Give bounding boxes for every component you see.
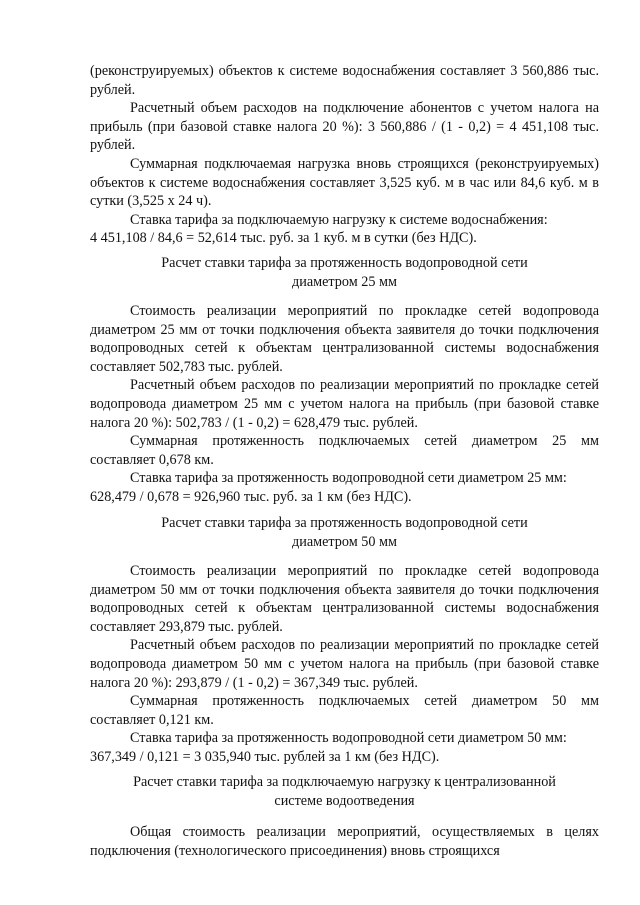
formula-line: 367,349 / 0,121 = 3 035,940 тыс. рублей за 1 км (без НДС). <box>90 748 440 765</box>
section-heading <box>90 514 599 551</box>
section-drainage <box>90 823 599 860</box>
paragraph: Общая стоимость реализации мероприятий, осуществляемых в целях подключения (технологического присоединения) вновь строящихся <box>90 824 599 859</box>
formula-line: 4 451,108 / 84,6 = 52,614 тыс. руб. за 1 куб. м в сутки (без НДС). <box>90 230 477 247</box>
section-heading-line: диаметром 25 мм <box>292 273 397 290</box>
paragraph: Суммарная протяженность подключаемых сетей диаметром 50 мм составляет 0,121 км. <box>90 693 599 728</box>
section-heading-line: Расчет ставки тарифа за протяженность водопроводной сети <box>161 255 528 271</box>
paragraph: Ставка тарифа за протяженность водопроводной сети диаметром 25 мм: <box>130 470 567 487</box>
paragraph: Расчетный объем расходов по реализации мероприятий по прокладке сетей водопровода диаметром 50 мм с учетом налога на прибыль (при базовой ставке налога 20 %): 293,879 / (1 - 0,2) = 367,349 тыс. рублей. <box>90 637 599 691</box>
section-heading-line: системе водоотведения <box>274 792 415 809</box>
section-heading-line: Расчет ставки тарифа за подключаемую нагрузку к централизованной <box>133 774 556 790</box>
paragraph: Стоимость реализации мероприятий по прокладке сетей водопровода диаметром 25 мм от точки подключения объекта заявителя до точки подключения водопроводных сетей к объектам централизованной системы водоснабжения составляет 502,783 тыс. рублей. <box>90 303 599 375</box>
paragraph: Ставка тарифа за протяженность водопроводной сети диаметром 50 мм: <box>130 730 567 747</box>
paragraph: Суммарная протяженность подключаемых сетей диаметром 25 мм составляет 0,678 км. <box>90 433 599 468</box>
paragraph: Ставка тарифа за подключаемую нагрузку к системе водоснабжения: <box>130 211 548 228</box>
section-50mm <box>90 562 599 767</box>
formula-line: 628,479 / 0,678 = 926,960 тыс. руб. за 1 км (без НДС). <box>90 488 412 505</box>
paragraph: Стоимость реализации мероприятий по прокладке сетей водопровода диаметром 50 мм от точки подключения объекта заявителя до точки подключения водопроводных сетей к объектам централизованной системы водоснабжения составляет 293,879 тыс. рублей. <box>90 563 599 635</box>
section-heading <box>90 254 599 291</box>
paragraph: (реконструируемых) объектов к системе водоснабжения составляет 3 560,886 тыс. рублей. <box>90 63 599 98</box>
paragraph: Суммарная подключаемая нагрузка вновь строящихся (реконструируемых) объектов к системе водоснабжения составляет 3,525 куб. м в час или 84,6 куб. м в сутки (3,525 х 24 ч). <box>90 155 599 210</box>
section-heading <box>90 773 599 810</box>
paragraph: Расчетный объем расходов на подключение абонентов с учетом налога на прибыль (при базовой ставке налога 20 %): 3 560,886 / (1 - 0,2) = 4 451,108 тыс. рублей. <box>90 100 599 154</box>
intro-block <box>90 62 599 248</box>
section-25mm <box>90 302 599 507</box>
section-heading-line: Расчет ставки тарифа за протяженность водопроводной сети <box>161 515 528 531</box>
section-heading-line: диаметром 50 мм <box>292 533 397 550</box>
paragraph: Расчетный объем расходов по реализации мероприятий по прокладке сетей водопровода диаметром 25 мм с учетом налога на прибыль (при базовой ставке налога 20 %): 502,783 / (1 - 0,2) = 628,479 тыс. рублей. <box>90 377 599 431</box>
